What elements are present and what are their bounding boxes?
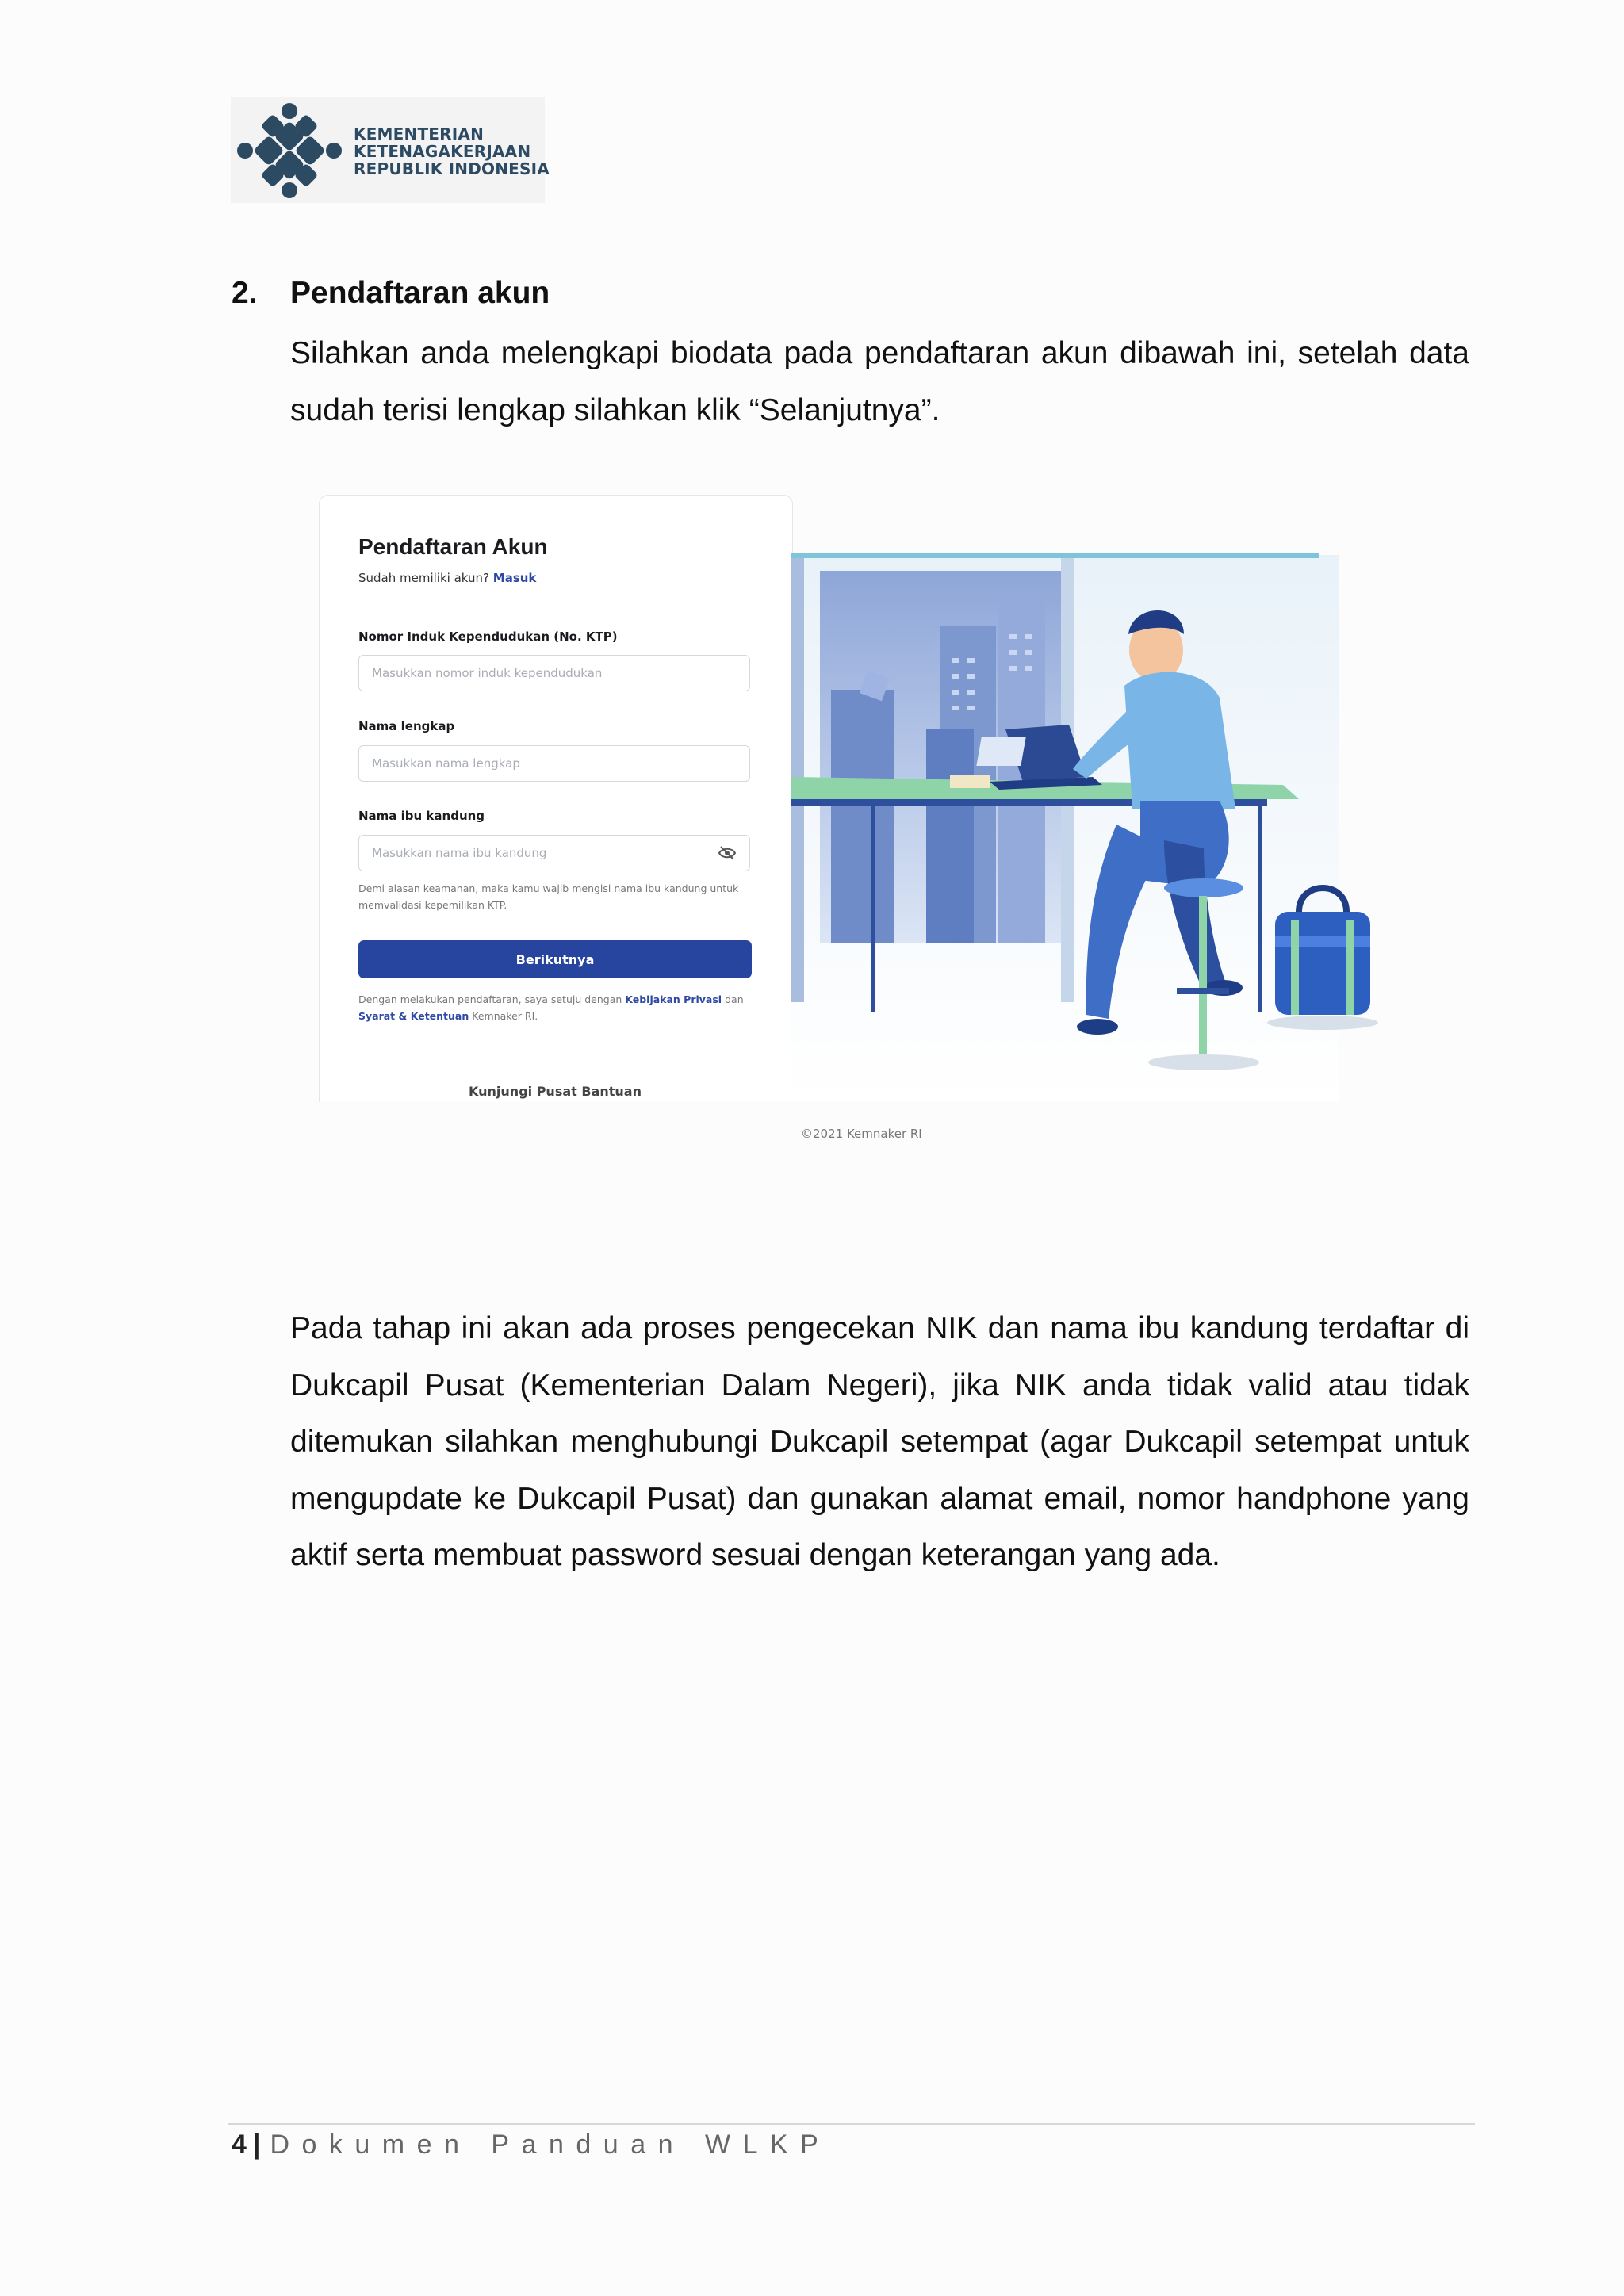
mother-name-input[interactable]: Masukkan nama ibu kandung [358, 835, 750, 871]
ministry-emblem-icon [234, 101, 345, 200]
terms-link[interactable]: Syarat & Ketentuan [358, 1010, 469, 1022]
security-note: Demi alasan keamanan, maka kamu wajib mengisi nama ibu kandung untuk memvalidasi kepemilikan KTP. [358, 882, 739, 911]
nik-input[interactable]: Masukkan nomor induk kependudukan [358, 655, 750, 691]
page-number: 4 [232, 2130, 247, 2160]
terms-text: Dengan melakukan pendaftaran, saya setuju dengan Kebijakan Privasi dan Syarat & Ketentuan Kemnaker RI. [358, 993, 744, 1022]
intro-paragraph: Silahkan anda melengkapi biodata pada pendaftaran akun dibawah ini, setelah data sudah terisi lengkap silahkan klik “Selanjutnya”. [290, 336, 1469, 427]
body-paragraph: Pada tahap ini akan ada proses pengecekan NIK dan nama ibu kandung terdaftar di Dukcapil Pusat (Kementerian Dalam Negeri), jika NIK anda tidak valid atau tidak ditemukan silahkan menghubungi Dukcapil setempat (agar Dukcapil setempat untuk mengupdate ke Dukcapil Pusat) dan gunakan alamat email, nomor handphone yang aktif serta membuat password sesuai dengan keterangan yang ada. [290, 1311, 1469, 1572]
page-footer [232, 2130, 830, 2160]
next-button[interactable]: Berikutnya [358, 940, 752, 978]
privacy-policy-link[interactable]: Kebijakan Privasi [625, 993, 722, 1005]
section-title: Pendaftaran akun [290, 276, 550, 310]
nik-label: Nomor Induk Kependudukan (No. KTP) [358, 629, 618, 644]
mother-name-label: Nama ibu kandung [358, 809, 485, 823]
login-prompt: Sudah memiliki akun? Masuk [358, 571, 537, 585]
document-title: Dokumen Panduan WLKP [270, 2130, 831, 2160]
section-number: 2. [232, 276, 258, 310]
workspace-illustration [791, 547, 1396, 1102]
full-name-input[interactable]: Masukkan nama lengkap [358, 745, 750, 782]
help-center-link[interactable]: Kunjungi Pusat Bantuan [469, 1084, 642, 1099]
login-link[interactable]: Masuk [492, 571, 537, 585]
copyright-text: ©2021 Kemnaker RI [801, 1127, 922, 1141]
name-label: Nama lengkap [358, 719, 455, 733]
form-title: Pendaftaran Akun [358, 534, 548, 559]
footer-divider [228, 2123, 1475, 2125]
footer-separator: | [252, 2130, 261, 2160]
eye-off-icon[interactable] [718, 846, 737, 860]
logo-wordmark: KEMENTERIAN KETENAGAKERJAAN REPUBLIK INDONESIA [354, 124, 550, 178]
